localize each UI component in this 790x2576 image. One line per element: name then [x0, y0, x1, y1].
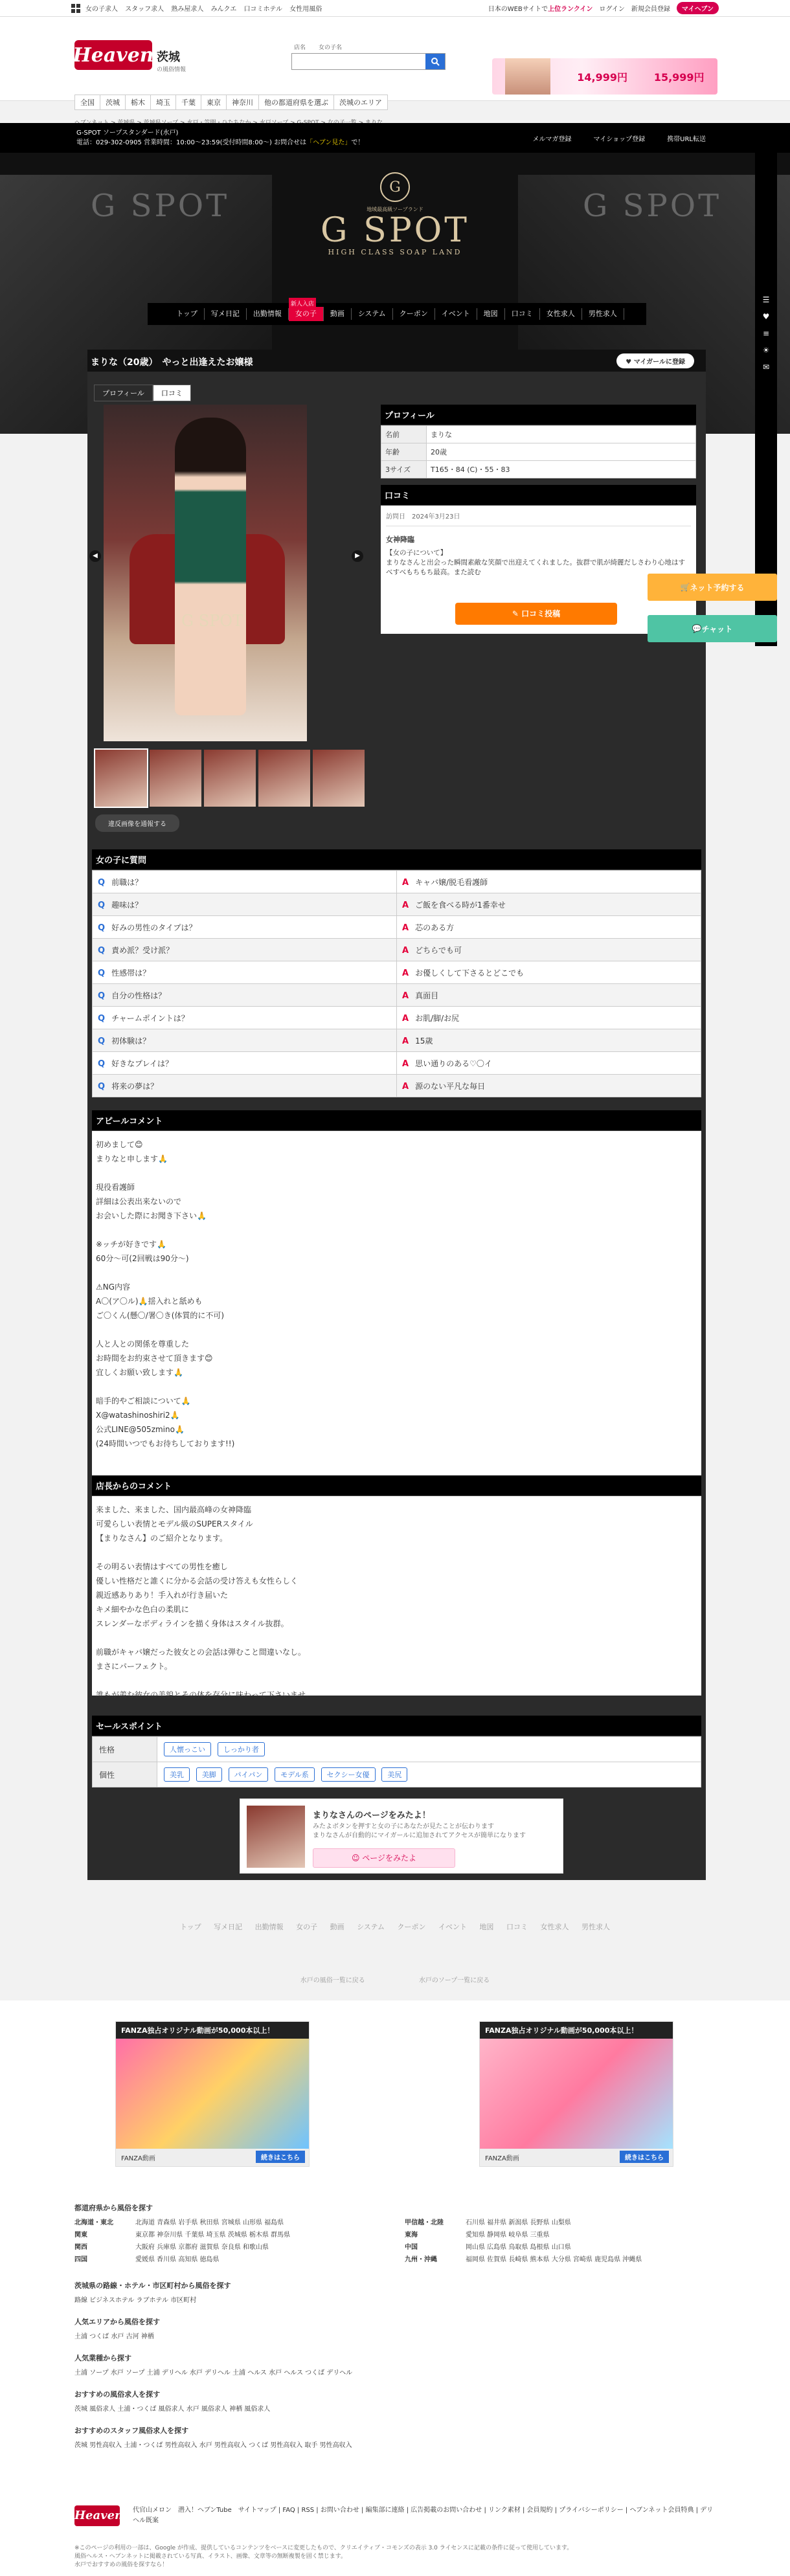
footer-region-row: 北海道・東北 北海道 青森県 岩手県 秋田県 宮城県 山形県 福島県 [74, 2217, 379, 2226]
answer: A どちらでも可 [397, 939, 701, 961]
photo-thumbnail[interactable] [150, 750, 201, 807]
shop-watermark: G SPOT [91, 188, 230, 224]
question: Q 自分の性格は？ [93, 984, 397, 1007]
shop-nav-item[interactable]: 写メ日記 [205, 308, 247, 320]
post-review-button[interactable]: ✎ 口コミ投稿 [455, 603, 617, 625]
search-icon [431, 57, 440, 66]
top-right [488, 2, 719, 14]
footer-region-links[interactable]: 福岡県 佐賀県 長崎県 熊本県 大分県 宮崎県 鹿児島県 沖縄県 [466, 2256, 642, 2263]
ad-image [480, 2039, 673, 2149]
new-tag: 新人入店 [289, 298, 316, 311]
questions-table [92, 870, 701, 1097]
tab-profile[interactable]: プロフィール [94, 385, 153, 401]
search-input[interactable] [292, 54, 425, 69]
shop-info: 電話：029-302-0905 営業時間：10:00〜23:59(受付時間8:00〜) お問合せは「ヘブン見た」で！ [76, 139, 365, 146]
bottom-nav-item[interactable]: 出勤情報 [254, 1923, 284, 1931]
mitayo-desc: みたよボタンを押すと女の子にあなたが見たことが伝わります まりなさんが自動的にマイガールに追加されてアクセスが簡単になります [313, 1823, 526, 1839]
top-link[interactable]: 熟み屋求人 [171, 6, 204, 13]
salespoint-chip[interactable]: しっかり者 [218, 1742, 265, 1756]
answer: A 芯のある方 [397, 916, 701, 939]
questions-section [92, 849, 701, 1097]
ranking-text: 日本のWEBサイトで上位ランクイン [488, 6, 593, 13]
back-links [0, 1975, 790, 1984]
shop-nav [148, 303, 646, 325]
salespoint-chip[interactable]: 美脚 [196, 1767, 222, 1782]
footer-heading: 人気業種から探す [74, 2354, 131, 2362]
answer: A お肌/脚/お尻 [397, 1007, 701, 1029]
question-row [93, 939, 701, 961]
bottom-nav-item[interactable]: トップ [179, 1923, 201, 1931]
bottom-shop-nav [0, 1921, 790, 1932]
ad-footer: FANZA動画 続きはこちら [116, 2149, 309, 2166]
footer-heading: おすすめのスタッフ風俗求人を探す [74, 2426, 189, 2435]
area-nav-item[interactable]: 栃木 [125, 95, 150, 110]
back-link[interactable]: 水戸の風俗一覧に戻る [300, 1977, 365, 1984]
shop-logo-mark: G [380, 172, 410, 202]
area-nav-item[interactable]: 埼玉 [150, 95, 175, 110]
area-nav-item[interactable]: 千葉 [175, 95, 201, 110]
back-link[interactable]: 水戸のソープ一覧に戻る [418, 1977, 490, 1984]
report-image-button[interactable]: 違反画像を通報する [95, 814, 179, 832]
footer-copyright: ※このページの利用の一部は、Google が作成、提供しているコンテンツをベースに変更したもので、クリエイティブ・コモンズの表示 3.0 ライセンスに記載の条件に従って使用しています。 風俗ヘルス・ヘブンネットに掲載されている写真、イラスト、画像、文章等の無断複製を固く禁じます。 水戸でおすすめの風俗を探すなら！ [74, 2545, 573, 2568]
side-icons [755, 291, 777, 382]
shop-logo-top: 地域最高級ソープランド [367, 207, 423, 212]
question-row [93, 871, 701, 893]
appeal-heading: アピールコメント [92, 1110, 701, 1131]
salespoint-row [93, 1737, 701, 1762]
grid-menu-icon[interactable] [71, 4, 80, 13]
question-row [93, 984, 701, 1007]
next-photo-icon[interactable]: ▶ [352, 550, 363, 562]
search-box [291, 53, 446, 70]
answer: A キャバ嬢/脱毛看護師 [397, 871, 701, 893]
area-nav-item[interactable]: 茨城 [100, 95, 125, 110]
site-logo[interactable]: Heaven [74, 40, 152, 70]
shop-nav-item[interactable]: 出勤情報 [247, 308, 289, 320]
shop-info-bar [0, 123, 790, 153]
salespoint-table [92, 1736, 701, 1787]
profile-key: 名前 [381, 426, 427, 443]
shop-nav-item[interactable]: トップ [170, 308, 205, 320]
question-row [93, 1007, 701, 1029]
footer-region-links[interactable]: 石川県 福井県 新潟県 長野県 山梨県 [466, 2219, 571, 2226]
area-nav-item[interactable]: 茨城のエリア [333, 95, 388, 110]
mailmag-link[interactable]: メルマガ登録 [532, 136, 572, 143]
footer-heading: 都道府県から風俗を探す [74, 2204, 153, 2212]
photo-thumbnails [95, 750, 365, 807]
footer-staff-job-section [74, 2425, 716, 2449]
profile-key: 3サイズ [381, 461, 427, 478]
girl-title: まりな（20歳） やっと出逢えたお嬢様 [91, 357, 253, 368]
photo-thumbnail[interactable] [204, 750, 256, 807]
question-row [93, 1029, 701, 1052]
area-nav-item[interactable]: 東京 [201, 95, 226, 110]
net-reserve-button[interactable]: 🛒 ネット予約する [648, 574, 777, 601]
girl-main-photo[interactable] [104, 405, 307, 741]
footer-job-section [74, 2389, 716, 2413]
mobile-url-link[interactable]: 携帯URL転送 [667, 136, 706, 143]
footer-links[interactable]: 路線 ビジネスホテル ラブホテル 市区町村 [74, 2297, 197, 2304]
side-list-icon[interactable]: ≡ [762, 329, 770, 338]
answer: A 源のない平凡な毎日 [397, 1075, 701, 1097]
search-tab-shop[interactable]: 店名 [294, 45, 306, 51]
side-heart-icon[interactable]: ♥ [762, 312, 770, 321]
review-date: 訪問日 2024年3月23日 [386, 511, 691, 526]
footer-route-section [74, 2280, 716, 2304]
mitayo-button[interactable]: ☺ ページをみたよ [313, 1848, 455, 1868]
profile-row [381, 461, 696, 478]
footer-region-row: 中国 岡山県 広島県 鳥取県 島根県 山口県 [405, 2241, 716, 2251]
answer: A 15歳 [397, 1029, 701, 1052]
search-tab-girl[interactable]: 女の子名 [319, 45, 343, 51]
footer-links[interactable]: 茨城 風俗求人 土浦・つくば 風俗求人 水戸 風俗求人 神栖 風俗求人 [74, 2406, 271, 2413]
salespoint-chip[interactable]: 人懐っこい [164, 1742, 211, 1756]
question-row [93, 1052, 701, 1075]
profile-row [381, 426, 696, 443]
ad-image [116, 2039, 309, 2149]
ad-card[interactable] [115, 2021, 310, 2167]
appeal-body: 初めまして😊 まりなと申します🙏 現役看護師 詳細は公表出来ないので お会いした際にお聞き下さい🙏 ※ッチが好きです🙏 60分〜可(2回戦は90分〜) ⚠NG内容 A〇(ア〇ル)🙏揺入れと舐めも ご〇くん(懸〇/署〇き(体質的に不可) 人と人との関係を尊重した お時間をお約束させて頂きます😊 宜しくお願い致します🙏 暗手的やご相談について🙏 X@watashinoshiri2🙏 公式LINE@505zmino🙏 (24時間いつでもお待ちしております!!) [96, 1140, 235, 1448]
ad-banner[interactable] [492, 58, 717, 95]
footer-region-links[interactable]: 北海道 青森県 岩手県 秋田県 宮城県 山形県 福島県 [135, 2219, 284, 2226]
ad-heading: FANZA独占オリジナル動画が50,000本以上！ [480, 2022, 673, 2039]
question-row [93, 961, 701, 984]
review-body[interactable]: 【女の子について】 まりなさんと出会った瞬間素敵な笑顔で出迎えてくれました。抜群で肌が綺麗だしさわり心地はすべすべもちもち最高。また読む [386, 549, 685, 576]
photo-figure [175, 418, 246, 715]
area-nav-item[interactable]: 全国 [74, 95, 100, 110]
manager-heading: 店長からのコメント [92, 1475, 701, 1496]
photo-watermark: G SPOT [181, 612, 243, 630]
top-link[interactable]: みんクエ [210, 6, 237, 13]
bottom-nav-item[interactable]: 写メ日記 [214, 1923, 243, 1931]
favorite-button[interactable]: ♥ マイガールに登録 [616, 353, 694, 368]
manager-section [92, 1475, 701, 1699]
question: Q 将来の夢は？ [93, 1075, 397, 1097]
banner-price-left: 14,999円 [577, 71, 627, 84]
shop-logo-sub: HIGH CLASS SOAP LAND [328, 248, 462, 256]
salespoint-key: 個性 [93, 1762, 157, 1787]
shop-nav-item[interactable]: 口コミ [505, 308, 540, 320]
area-nav-item[interactable]: 神奈川 [226, 95, 258, 110]
top-utility-bar [0, 0, 790, 17]
bottom-nav-item[interactable]: 男性求人 [581, 1923, 611, 1931]
salespoint-chip[interactable]: パイパン [229, 1767, 269, 1782]
footer-region-row: 東海 愛知県 静岡県 岐阜県 三重県 [405, 2229, 716, 2239]
site-footer [0, 2000, 790, 2576]
top-link[interactable]: 口コミホテル [243, 6, 283, 13]
site-header [0, 17, 790, 107]
footer-region-links[interactable]: 愛知県 静岡県 岐阜県 三重県 [466, 2232, 550, 2239]
salespoint-heading: セールスポイント [92, 1716, 701, 1736]
ad-more-button[interactable]: 続きはこちら [256, 2151, 305, 2163]
prefecture-title: 茨城 の風俗情報 [157, 50, 186, 73]
footer-logo[interactable]: Heaven [74, 2505, 120, 2526]
shop-nav-item[interactable]: 動画 [324, 308, 352, 320]
footer-links[interactable]: 土浦 ソープ 水戸 ソープ 土浦 デリヘル 水戸 デリヘル 土浦 ヘルス 水戸 ヘルス つくば デリヘル [74, 2369, 353, 2377]
tab-review[interactable]: 口コミ [153, 385, 191, 401]
footer-region-links[interactable]: 愛媛県 香川県 高知県 徳島県 [135, 2256, 220, 2263]
shop-header-links [533, 133, 706, 143]
salespoint-row [93, 1762, 701, 1787]
bottom-nav-item[interactable]: システム [357, 1923, 385, 1931]
bottom-nav-item[interactable]: 女性求人 [540, 1923, 569, 1931]
question: Q チャームポイントは？ [93, 1007, 397, 1029]
footer-region-links[interactable]: 東京都 神奈川県 千葉県 埼玉県 茨城県 栃木県 群馬県 [135, 2232, 291, 2239]
question: Q 責め派？受け派？ [93, 939, 397, 961]
ad-more-button[interactable]: 続きはこちら [620, 2151, 669, 2163]
footer-links[interactable]: 土浦 つくば 水戸 古河 神栖 [74, 2333, 154, 2340]
bottom-nav-item[interactable]: 地図 [479, 1923, 494, 1931]
question: Q 好きなプレイは？ [93, 1052, 397, 1075]
review-heading: 口コミ [381, 485, 696, 506]
review-title: 女神降臨 [386, 535, 414, 544]
photo-thumbnail[interactable] [258, 750, 310, 807]
footer-region-row: 関東 東京都 神奈川県 千葉県 埼玉県 茨城県 栃木県 群馬県 [74, 2229, 379, 2239]
top-link[interactable]: スタッフ求人 [125, 6, 164, 13]
questions-heading: 女の子に質問 [92, 849, 701, 870]
photo-thumbnail[interactable] [313, 750, 365, 807]
shop-logo[interactable] [317, 172, 473, 256]
salespoint-chip[interactable]: セクシー女優 [321, 1767, 376, 1782]
footer-region-row: 甲信越・北陸 石川県 福井県 新潟県 長野県 山梨県 [405, 2217, 716, 2226]
footer-links[interactable]: 茨城 男性高収入 土浦・つくば 男性高収入 水戸 男性高収入 つくば 男性高収入 取手 男性高収入 [74, 2442, 352, 2449]
girl-title-band [87, 350, 706, 372]
photo-thumbnail[interactable] [95, 750, 147, 807]
prev-photo-icon[interactable]: ◀ [89, 550, 101, 562]
footer-heading: おすすめの風俗求人を探す [74, 2390, 161, 2399]
search-button[interactable] [425, 54, 445, 69]
search-tabs [294, 43, 342, 51]
salespoint-section [92, 1716, 701, 1787]
salespoint-key: 性格 [93, 1737, 157, 1762]
footer-region-row: 関西 大阪府 兵庫県 京都府 滋賀県 奈良県 和歌山県 [74, 2241, 379, 2251]
top-links [85, 3, 327, 13]
floating-side-panel [755, 123, 777, 646]
bottom-nav-item[interactable]: 動画 [330, 1923, 344, 1931]
bottom-nav-item[interactable]: クーポン [397, 1923, 426, 1931]
top-link[interactable]: 女の子求人 [85, 6, 118, 13]
answer: A 思い通りのある♡〇イ [397, 1052, 701, 1075]
footer-region-links[interactable]: 大阪府 兵庫県 京都府 滋賀県 奈良県 和歌山県 [135, 2244, 269, 2251]
bottom-nav-item[interactable]: 口コミ [506, 1923, 528, 1931]
shop-name: G-SPOT ソープスタンダード(水戸) [76, 129, 179, 137]
footer-area-section [74, 2316, 716, 2340]
salespoint-chip[interactable]: 美尻 [381, 1767, 407, 1782]
question: Q 趣味は？ [93, 893, 397, 916]
question-row [93, 893, 701, 916]
shop-nav-item[interactable]: システム [352, 308, 393, 320]
login-link[interactable]: ログイン [599, 6, 625, 13]
answer: A お優しくして下さるとどこでも [397, 961, 701, 984]
bottom-nav-item[interactable]: イベント [438, 1923, 468, 1931]
appeal-section [92, 1110, 701, 1479]
girl-tabs [94, 385, 191, 401]
shop-nav-item[interactable]: 男性求人 [582, 308, 624, 320]
side-sun-icon[interactable]: ☀ [762, 346, 770, 355]
shop-nav-item-active[interactable]: 新人入店 女の子 [289, 307, 324, 321]
shop-nav-item[interactable]: イベント [435, 308, 477, 320]
footer-pref-section [74, 2202, 716, 2266]
profile-value: 20歳 [427, 443, 696, 461]
shop-nav-item[interactable]: 地図 [477, 308, 505, 320]
side-menu-icon[interactable]: ☰ [762, 295, 770, 304]
shop-nav-item[interactable]: 女性求人 [540, 308, 582, 320]
question: Q 好みの男性のタイプは？ [93, 916, 397, 939]
salespoint-chips [157, 1737, 701, 1762]
girl-detail-panel [87, 350, 706, 1880]
mitayo-photo [247, 1806, 305, 1868]
profile-table [381, 425, 696, 478]
salespoint-chips [157, 1762, 701, 1787]
ad-card[interactable] [479, 2021, 673, 2167]
shop-watermark: G SPOT [583, 188, 722, 224]
banner-image [505, 58, 550, 95]
shop-nav-item[interactable]: クーポン [393, 308, 435, 320]
footer-heading: 人気エリアから風俗を探す [74, 2318, 160, 2326]
shop-logo-name: G SPOT [321, 211, 469, 250]
profile-key: 年齢 [381, 443, 427, 461]
question-row [93, 916, 701, 939]
side-mail-icon[interactable]: ✉ [762, 363, 770, 372]
myheaven-button[interactable]: マイヘブン [677, 2, 719, 14]
chat-button[interactable]: 💬 チャット [648, 615, 777, 642]
salespoint-chip[interactable]: 美乳 [164, 1767, 190, 1782]
footer-genre-section [74, 2353, 716, 2377]
question: Q 前職は？ [93, 871, 397, 893]
question: Q 初体験は？ [93, 1029, 397, 1052]
footer-region-row: 九州・沖縄 福岡県 佐賀県 長崎県 熊本県 大分県 宮崎県 鹿児島県 沖縄県 [405, 2254, 716, 2263]
footer-region-links[interactable]: 岡山県 広島県 鳥取県 島根県 山口県 [466, 2244, 571, 2251]
myshop-link[interactable]: マイショップ登録 [593, 136, 646, 143]
bottom-nav-item[interactable]: 女の子 [296, 1923, 318, 1931]
ad-footer: FANZA動画 続きはこちら [480, 2149, 673, 2166]
question: Q 性感帯は？ [93, 961, 397, 984]
mitayo-box [240, 1798, 563, 1874]
salespoint-chip[interactable]: モデル系 [275, 1767, 314, 1782]
mitayo-title: まりなさんのページをみたよ！ [313, 1811, 431, 1820]
top-link[interactable]: 女性用風俗 [289, 6, 322, 13]
manager-body: 来ました、来ました、国内最高峰の女神降臨 可愛らしい表情とモデル級のSUPERスタイル 【まりなさん】のご紹介となります。 その明るい表情はすべての男性を癒し 優しい性格だと誰くに分かる会話の受け答えも女性らしく 親近感ありあり！手入れが行き届いた キメ細やかな色白の柔肌に スレンダーなボディラインを描く身体はスタイル抜群。 前職がキャバ嬢だった彼女との会話は弾むこと間違いなし。 まさにパーフェクト。 誰もが羨む彼女の美貌とその体を存分に味わって下さいませ。 [96, 1505, 313, 1699]
profile-value: まりな [427, 426, 696, 443]
banner-price-right: 15,999円 [653, 71, 705, 84]
question-row [93, 1075, 701, 1097]
answer: A 真面目 [397, 984, 701, 1007]
footer-region-row: 四国 愛媛県 香川県 高知県 徳島県 [74, 2254, 379, 2263]
ad-heading: FANZA独占オリジナル動画が50,000本以上！ [116, 2022, 309, 2039]
footer-bottom-links[interactable]: 代官山メロン 潜入！ヘブンTube サイトマップ | FAQ | RSS | お問い合わせ | 編集部に連絡 | 広告掲載のお問い合わせ | リンク素材 | 会員規約 | プライバシーポリシー | ヘブンネット会員特典 | デリヘル既案 [133, 2507, 714, 2524]
profile-row [381, 443, 696, 461]
area-nav-item[interactable]: 他の都道府県を選ぶ [258, 95, 333, 110]
profile-heading: プロフィール [381, 405, 696, 425]
register-link[interactable]: 新規会員登録 [631, 6, 670, 13]
profile-value: T165・84 (C)・55・83 [427, 461, 696, 478]
answer: A ご飯を食べる時が1番幸せ [397, 893, 701, 916]
area-nav [74, 95, 388, 110]
footer-heading: 茨城県の路線・ホテル・市区町村から風俗を探す [74, 2281, 231, 2290]
